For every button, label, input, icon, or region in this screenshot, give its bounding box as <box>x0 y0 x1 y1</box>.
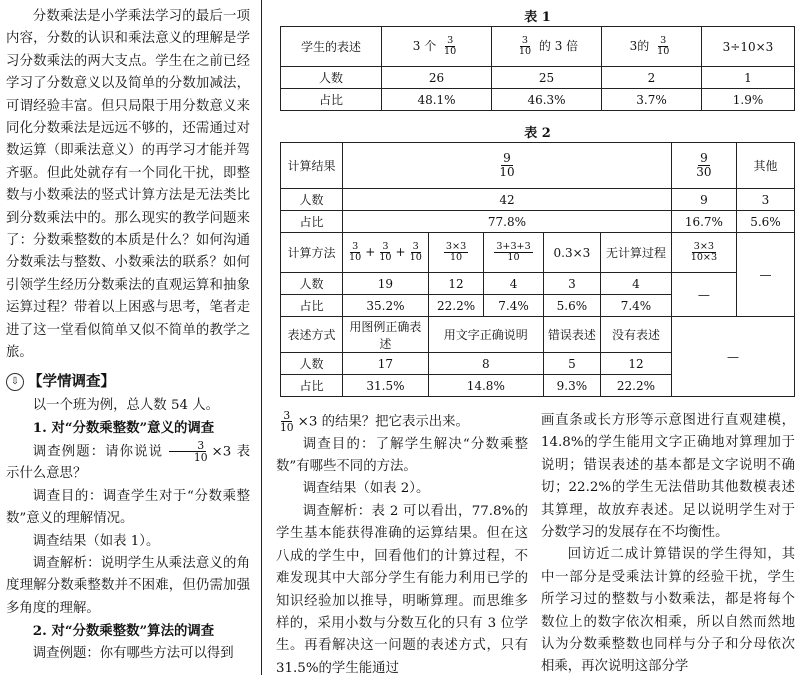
analysis-2: 调查解析：表 2 可以看出，77.8%的学生基本能获得准确的运算结果。但在这八成的学生中，回看他们的计算过程，不难发现其中大部分学生有能力利用已学的知识经验加以推导，明晰算理。而思维多样的，采用小数与分数互化的只有 3 位学生。再看解决这一问题的表述方式，只有 31.5%的学生能通过 <box>276 503 528 676</box>
right-column <box>541 410 795 679</box>
heading-1: 1. 对“分数乘整数”意义的调查 <box>32 420 215 437</box>
method-cell: 0.3×3 <box>543 233 600 273</box>
express-cell: 用文字正确说明 <box>428 317 543 353</box>
section-heading <box>6 371 250 393</box>
header-cell: 3÷10×3 <box>702 27 795 67</box>
fraction: $\frac{3}{10}$ <box>518 34 532 57</box>
table-cell: 5 <box>543 353 600 375</box>
aim-2: 调查目的：了解学生解决“分数乘整数”有哪些不同的方法。 <box>276 436 528 475</box>
row-label: 占比 <box>281 89 382 111</box>
right-paragraph-2: 回访近二成计算错误的学生得知，其中一部分是受乘法计算的经验干扰，学生所学习过的整数与小数乘法，都是将每个数位上的数字依次相乘，所以自然而然地认为分数乘整数也同样与分子和分母依次相乘，再次说明这部分学 <box>541 547 795 675</box>
fraction: $\frac{3}{10}$ <box>349 240 362 263</box>
dash-cell: — <box>671 317 794 397</box>
table-cell: 1.9% <box>702 89 795 111</box>
example-2: 调查例题：你有哪些方法可以得到 <box>32 645 234 661</box>
table-cell: 3 <box>543 273 600 295</box>
intro-paragraph: 分数乘法是小学乘法学习的最后一项内容，分数的认识和乘法意义的理解是学习分数乘法的两大支点。学生在之前已经学习了分数意义以及简单的分数加减法，可谓经验丰富。但只局限于用分数意义来同化分数乘法是远远不够的，还需通过对数运算（即乘法意义）的再学习才能并驾齐驱。但此处就存有一个同化干扰，即整数与小数乘法的竖式计算方法是无法类比到分数乘法中的。那么现实的教学问题来了：分数乘整数的本质是什么？如何沟通分数乘法与整数、小数乘法的联系？如何引领学生经历分数乘法的直观运算和抽象运算过程？带着以上困惑与思考，笔者走进了这一堂看似简单又似不简单的教学之旅。 <box>6 9 250 361</box>
fraction <box>278 410 296 434</box>
result-9-10 <box>343 143 672 189</box>
row-label: 占比 <box>281 211 343 233</box>
table-cell: 35.2% <box>343 295 429 317</box>
example-1-text-b: ×3 表示什么意思？ <box>6 443 251 482</box>
row-label: 占比 <box>281 295 343 317</box>
example-2-continued <box>276 410 528 434</box>
fraction-denominator: 10 <box>280 421 294 435</box>
table-cell: 8 <box>428 353 543 375</box>
fraction: $\frac{3\times 3}{10\times 3}$ <box>690 240 718 263</box>
result-1: 调查结果（如表 1）。 <box>32 533 160 549</box>
table-2-title: 表 2 <box>524 126 551 141</box>
table-cell: 12 <box>601 353 672 375</box>
row-label: 计算方法 <box>281 233 343 273</box>
table-cell: 5.6% <box>543 295 600 317</box>
section-title: 【学情调查】 <box>28 372 115 390</box>
fraction: $\frac{3\times 3}{10}$ <box>445 240 467 263</box>
dash-cell: — <box>736 233 794 317</box>
row-label: 人数 <box>281 353 343 375</box>
result-other: 其他 <box>736 143 794 189</box>
table-cell: 9.3% <box>543 375 600 397</box>
table-cell: 31.5% <box>343 375 429 397</box>
row-label: 占比 <box>281 375 343 397</box>
table-cell: 14.8% <box>428 375 543 397</box>
header-cell: 3 个 $\frac{3}{10}$ <box>382 27 492 67</box>
table-cell: 25 <box>492 67 602 89</box>
table-1 <box>280 26 795 111</box>
table-cell: 1 <box>702 67 795 89</box>
fraction-numerator: 3 <box>283 409 291 422</box>
header-cell: 3的 $\frac{3}{10}$ <box>602 27 702 67</box>
table-cell: 7.4% <box>484 295 543 317</box>
fraction-denominator: 10 <box>193 450 208 464</box>
table-cell: 22.2% <box>601 375 672 397</box>
table-cell: 48.1% <box>382 89 492 111</box>
row-label: 学生的表述 <box>281 27 382 67</box>
express-cell: 没有表述 <box>601 317 672 353</box>
table-cell: 2 <box>602 67 702 89</box>
fraction: $\frac{9}{10}$ <box>499 151 515 179</box>
fraction: $\frac{3}{10}$ <box>409 240 422 263</box>
table-cell: 3 <box>736 189 794 211</box>
middle-column <box>276 410 528 680</box>
table-cell: 26 <box>382 67 492 89</box>
method-cell <box>428 233 483 273</box>
table-2 <box>280 142 795 397</box>
right-paragraph-1: 画直条或长方形等示意图进行直观建模，14.8%的学生能用文字正确地对算理加于说明；错误表述的基本都是文字说明不确切；22.2%的学生无法借助其他数模表述其算理，故放弃表述。足以说明学生对于分数学习的发展存在不均衡性。 <box>541 413 795 541</box>
heading-2: 2. 对“分数乘整数”算法的调查 <box>32 623 215 640</box>
down-arrow-icon: ⇩ <box>6 373 24 391</box>
fraction: $\frac{3}{10}$ <box>379 240 392 263</box>
method-cell: $\frac{3}{10}$ + $\frac{3}{10}$ + $\frac{3}{10}$ <box>343 233 429 273</box>
example-2-tail: ×3 的结果？把它表示出来。 <box>297 414 469 430</box>
result-2: 调查结果（如表 2）。 <box>302 481 430 497</box>
row-label: 人数 <box>281 189 343 211</box>
class-info: 以一个班为例，总人数 54 人。 <box>32 397 220 413</box>
table-cell: 19 <box>343 273 429 295</box>
left-column <box>6 6 250 665</box>
header-cell: $\frac{3}{10}$ 的 3 倍 <box>492 27 602 67</box>
table-cell: 46.3% <box>492 89 602 111</box>
dash-cell: — <box>671 273 736 317</box>
method-cell <box>671 233 736 273</box>
table-cell: 16.7% <box>671 211 736 233</box>
fraction <box>165 440 209 464</box>
column-divider <box>261 0 262 675</box>
table-cell: 7.4% <box>601 295 672 317</box>
aim-1: 调查目的：调查学生对于“分数乘整数”意义的理解情况。 <box>6 488 250 527</box>
table-cell: 4 <box>484 273 543 295</box>
row-label: 计算结果 <box>281 143 343 189</box>
table-cell: 5.6% <box>736 211 794 233</box>
row-label: 表述方式 <box>281 317 343 353</box>
fraction: $\frac{9}{30}$ <box>696 151 712 179</box>
fraction: $\frac{3}{10}$ <box>657 34 670 57</box>
table-cell: 4 <box>601 273 672 295</box>
fraction: $\frac{3+3+3}{10}$ <box>496 240 531 263</box>
table-cell: 17 <box>343 353 429 375</box>
result-9-30 <box>671 143 736 189</box>
table-cell: 12 <box>428 273 483 295</box>
fraction: $\frac{3}{10}$ <box>444 34 457 57</box>
express-cell: 用图例正确表述 <box>343 317 429 353</box>
table-cell: 3.7% <box>602 89 702 111</box>
example-1-text-a: 调查例题：请你说说 <box>32 443 164 459</box>
table-cell: 77.8% <box>343 211 672 233</box>
express-cell: 错误表述 <box>543 317 600 353</box>
table-cell: 22.2% <box>428 295 483 317</box>
example-1 <box>6 440 250 486</box>
method-cell: 无计算过程 <box>601 233 672 273</box>
table-1-title: 表 1 <box>524 10 551 25</box>
analysis-1: 调查解析：说明学生从乘法意义的角度理解分数乘整数并不困难，但仍需加强多角度的理解。 <box>6 556 250 616</box>
row-label: 人数 <box>281 67 382 89</box>
table-cell: 42 <box>343 189 672 211</box>
row-label: 人数 <box>281 273 343 295</box>
table-cell: 9 <box>671 189 736 211</box>
fraction-numerator: 3 <box>169 440 207 452</box>
method-cell <box>484 233 543 273</box>
